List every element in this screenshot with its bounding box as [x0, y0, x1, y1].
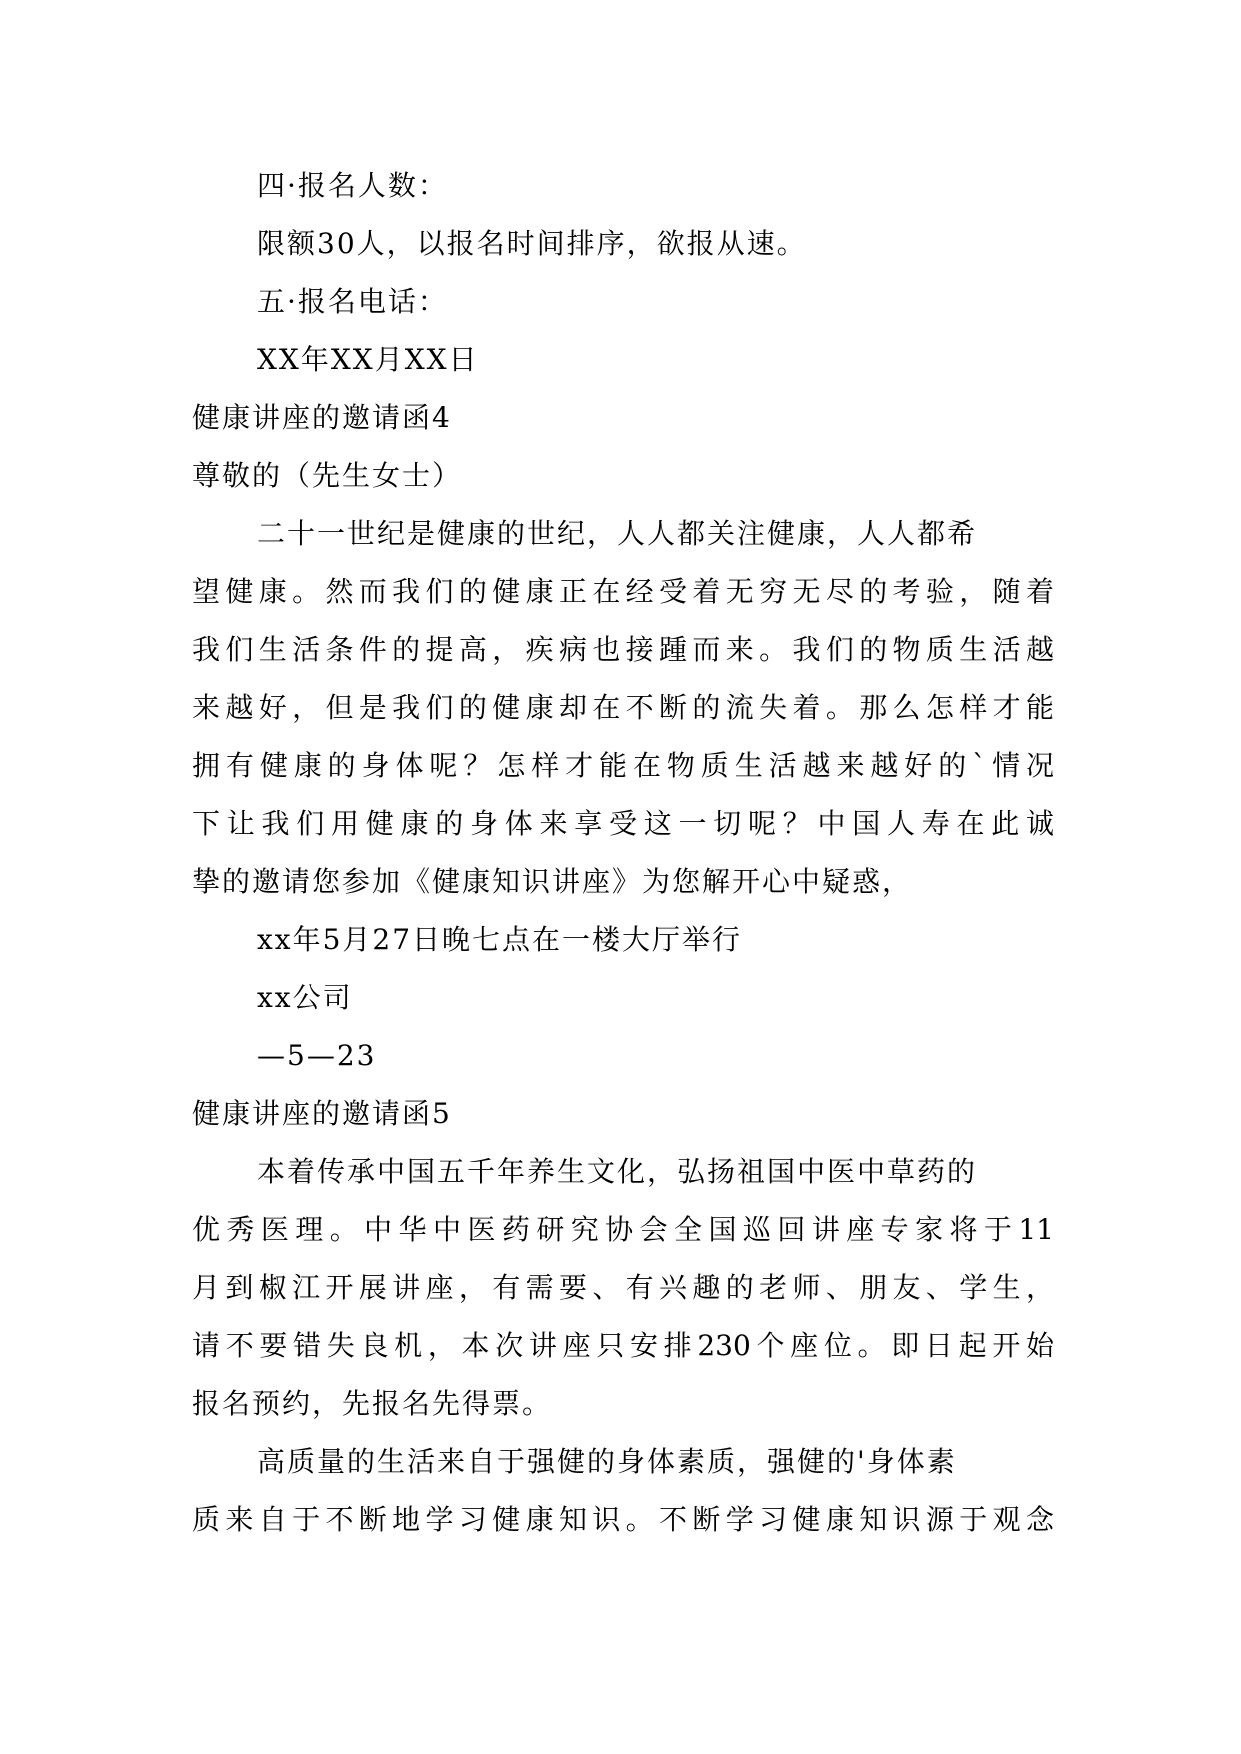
paragraph-line: 月到椒江开展讲座，有需要、有兴趣的老师、朋友、学生， [192, 1271, 1054, 1304]
salutation: 尊敬的（先生女士） [192, 459, 463, 492]
paragraph-line: 我们生活条件的提高，疾病也接踵而来。我们的物质生活越 [192, 633, 1054, 666]
paragraph-line: 请不要错失良机，本次讲座只安排230个座位。即日起开始 [192, 1329, 1054, 1362]
paragraph-line: 拥有健康的身体呢？怎样才能在物质生活越来越好的`情况 [192, 749, 1054, 782]
section-heading-enrollment-count: 四·报名人数： [257, 169, 448, 202]
paragraph-line: 来越好，但是我们的健康却在不断的流失着。那么怎样才能 [192, 691, 1054, 724]
paragraph-line: 限额30人，以报名时间排序，欲报从速。 [257, 227, 807, 260]
paragraph-line: 望健康。然而我们的健康正在经受着无穷无尽的考验，随着 [192, 575, 1054, 608]
paragraph-line: 二十一世纪是健康的世纪，人人都关注健康，人人都希 [257, 517, 978, 550]
paragraph-line: 下让我们用健康的身体来享受这一切呢？中国人寿在此诚 [192, 807, 1054, 840]
event-time-line: xx年5月27日晚七点在一楼大厅举行 [257, 923, 743, 956]
paragraph-line: 报名预约，先报名先得票。 [192, 1387, 553, 1420]
section-heading-enrollment-phone: 五·报名电话： [257, 285, 448, 318]
paragraph-line: 高质量的生活来自于强健的身体素质，强健的'身体素 [257, 1445, 957, 1478]
paragraph-line: 挚的邀请您参加《健康知识讲座》为您解开心中疑惑， [192, 865, 913, 898]
signature-company: xx公司 [257, 981, 353, 1014]
section-title-invitation-5: 健康讲座的邀请函5 [192, 1097, 452, 1130]
section-title-invitation-4: 健康讲座的邀请函4 [192, 401, 452, 434]
paragraph-line: 本着传承中国五千年养生文化，弘扬祖国中医中草药的 [257, 1155, 978, 1188]
paragraph-line: 质来自于不断地学习健康知识。不断学习健康知识源于观念 [192, 1503, 1054, 1536]
paragraph-line: 优秀医理。中华中医药研究协会全国巡回讲座专家将于11 [192, 1213, 1054, 1246]
signature-date: —5—23 [257, 1039, 377, 1072]
date-line: XX年XX月XX日 [257, 343, 479, 376]
